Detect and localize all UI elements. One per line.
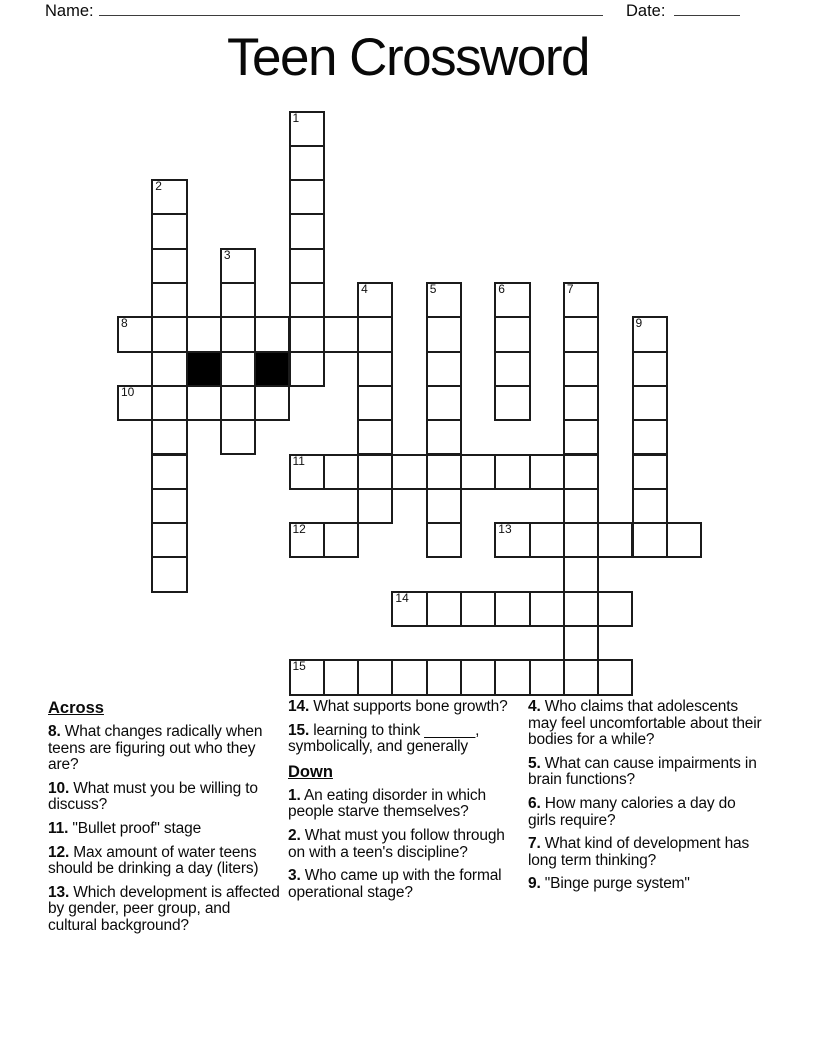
grid-cell [563, 316, 599, 352]
grid-cell [391, 454, 427, 490]
grid-cell [186, 316, 222, 352]
grid-cell [494, 316, 530, 352]
grid-cell [289, 282, 325, 318]
grid-cell [563, 419, 599, 455]
cell-number: 8 [121, 316, 128, 331]
clue-item [288, 723, 522, 756]
grid-cell [357, 385, 393, 421]
grid-cell [632, 385, 668, 421]
grid-cell [563, 659, 599, 695]
grid-cell [426, 351, 462, 387]
cell-number: 1 [292, 110, 300, 125]
clue-text: Max amount of water teens should be drinking a day (liters) [48, 843, 259, 878]
cell-number: 2 [155, 179, 162, 194]
date-label: Date: [626, 2, 666, 20]
grid-cell [563, 454, 599, 490]
grid-cell [254, 385, 290, 421]
clues-section [48, 699, 768, 942]
clue-item [528, 756, 762, 789]
clue-text: "Binge purge system" [540, 875, 690, 893]
cell-number: 6 [498, 282, 505, 296]
grid-cell [220, 419, 256, 455]
clues-column-2 [288, 699, 528, 942]
grid-cell [357, 419, 393, 455]
grid-cell [151, 248, 187, 284]
grid-cell [460, 591, 496, 627]
clue-number: 13. [48, 883, 70, 901]
grid-cell [151, 351, 187, 387]
clue-item [48, 724, 282, 774]
grid-cell [494, 351, 530, 387]
grid-cell [151, 454, 187, 490]
cell-number: 4 [361, 282, 368, 296]
clue-number: 5. [528, 754, 541, 772]
grid-cell [632, 351, 668, 387]
grid-cell [494, 522, 530, 558]
grid-cell [254, 316, 290, 352]
grid-cell-black [186, 351, 222, 387]
grid-cell [597, 591, 633, 627]
grid-cell [151, 282, 187, 318]
clue-text: "Bullet proof" stage [68, 819, 202, 837]
grid-cell [529, 454, 565, 490]
grid-cell [151, 213, 187, 249]
cell-number: 9 [635, 316, 643, 331]
grid-cell [151, 556, 187, 592]
grid-cell [289, 454, 325, 490]
clue-number: 11. [48, 819, 69, 837]
clue-item [288, 788, 522, 821]
grid-cell [563, 488, 599, 524]
cell-number: 7 [566, 282, 574, 296]
grid-cell [563, 625, 599, 661]
clue-item [288, 699, 522, 716]
clue-text: How many calories a day do girls require? [528, 794, 736, 829]
clue-item [528, 876, 762, 893]
clue-text: What must you be willing to discuss? [48, 779, 258, 814]
grid-cell [494, 591, 530, 627]
clue-text: learning to think ______, symbolically, and generally [288, 721, 480, 756]
grid-cell [289, 248, 325, 284]
grid-cell [597, 522, 633, 558]
clue-item [288, 828, 522, 861]
grid-cell [460, 659, 496, 695]
clue-text: What can cause impairments in brain functions? [528, 754, 757, 789]
clue-item [528, 836, 762, 869]
grid-cell [563, 351, 599, 387]
grid-cell [494, 659, 530, 695]
clue-number: 10. [48, 779, 70, 797]
grid-cell [563, 522, 599, 558]
cell-number: 10 [121, 384, 135, 399]
clue-number: 9. [528, 875, 541, 893]
grid-cell [220, 248, 256, 284]
clue-text: What changes radically when teens are figuring out who they are? [48, 723, 263, 774]
clue-item [48, 885, 282, 935]
grid-cell [289, 213, 325, 249]
grid-cell [289, 111, 325, 147]
cell-number: 5 [429, 282, 437, 296]
grid-cell [220, 282, 256, 318]
grid-cell [426, 591, 462, 627]
clue-text: An eating disorder in which people starve themselves? [288, 786, 486, 821]
grid-cell [632, 454, 668, 490]
grid-cell [460, 454, 496, 490]
grid-cell [151, 316, 187, 352]
clue-item [48, 845, 282, 878]
grid-cell [357, 316, 393, 352]
clue-item [528, 796, 762, 829]
clue-item [528, 699, 762, 749]
grid-cell [563, 556, 599, 592]
grid-cell [529, 659, 565, 695]
grid-cell [323, 522, 359, 558]
page-title: Teen Crossword [227, 28, 589, 87]
grid-cell [289, 522, 325, 558]
grid-cell [357, 659, 393, 695]
grid-cell [323, 659, 359, 695]
clue-text: What supports bone growth? [309, 698, 508, 715]
clue-number: 4. [528, 698, 541, 715]
grid-cell [151, 419, 187, 455]
clue-item [48, 821, 282, 838]
across-heading: Across [48, 699, 104, 717]
grid-cell [597, 659, 633, 695]
grid-cell [186, 385, 222, 421]
grid-cell [357, 282, 393, 318]
clue-number: 15. [288, 721, 310, 739]
grid-cell [151, 179, 187, 215]
grid-cell [357, 488, 393, 524]
grid-cell [289, 145, 325, 181]
grid-cell [426, 659, 462, 695]
cell-number: 11 [292, 453, 305, 468]
grid-cell [289, 179, 325, 215]
clue-number: 1. [288, 786, 301, 804]
grid-cell [632, 488, 668, 524]
clue-text: Who claims that adolescents may feel uncomfortable about their bodies for a while? [528, 698, 762, 749]
grid-cell [426, 385, 462, 421]
grid-cell [494, 454, 530, 490]
grid-cell [632, 419, 668, 455]
grid-cell [391, 591, 427, 627]
clue-number: 3. [288, 867, 301, 885]
clue-number: 7. [528, 835, 541, 853]
grid-cell [151, 385, 187, 421]
clue-number: 8. [48, 723, 61, 740]
name-label: Name: [45, 2, 94, 20]
grid-cell [357, 351, 393, 387]
grid-cell [117, 316, 153, 352]
clue-number: 12. [48, 843, 70, 861]
clues-column-3 [528, 699, 768, 942]
grid-cell [529, 591, 565, 627]
grid-cell [632, 522, 668, 558]
grid-cell [426, 454, 462, 490]
clue-text: What must you follow through on with a teen's discipline? [288, 826, 505, 861]
grid-cell [494, 282, 530, 318]
grid-cell [494, 385, 530, 421]
grid-cell [391, 659, 427, 695]
cell-number: 15 [292, 659, 306, 674]
clue-item [48, 781, 282, 814]
grid-cell [426, 522, 462, 558]
grid-cell [289, 316, 325, 352]
grid-cell [151, 488, 187, 524]
clue-text: What kind of development has long term thinking? [528, 835, 750, 869]
clue-text: Which development is affected by gender, peer group, and cultural background? [48, 883, 280, 934]
grid-cell [289, 659, 325, 695]
grid-cell [289, 351, 325, 387]
cell-number: 12 [292, 522, 306, 537]
clue-number: 2. [288, 826, 301, 844]
grid-cell [666, 522, 702, 558]
grid-cell [323, 454, 359, 490]
grid-cell [220, 351, 256, 387]
grid-cell [117, 385, 153, 421]
clue-text: Who came up with the formal operational stage? [288, 867, 502, 901]
grid-cell [529, 522, 565, 558]
clue-number: 6. [528, 794, 541, 812]
grid-cell [563, 385, 599, 421]
clue-item [288, 868, 522, 901]
grid-cell [426, 316, 462, 352]
cell-number: 3 [223, 247, 231, 262]
grid-cell [563, 282, 599, 318]
grid-cell [323, 316, 359, 352]
grid-cell [426, 419, 462, 455]
grid-cell [151, 522, 187, 558]
grid-cell [563, 591, 599, 627]
grid-cell [426, 488, 462, 524]
grid-cell [426, 282, 462, 318]
clue-number: 14. [288, 698, 310, 715]
grid-cell-black [254, 351, 290, 387]
clues-column-1 [48, 699, 288, 942]
down-heading: Down [288, 762, 333, 781]
cell-number: 14 [395, 590, 409, 605]
grid-cell [632, 316, 668, 352]
grid-cell [220, 385, 256, 421]
cell-number: 13 [498, 522, 512, 537]
grid-cell [357, 454, 393, 490]
grid-cell [220, 316, 256, 352]
